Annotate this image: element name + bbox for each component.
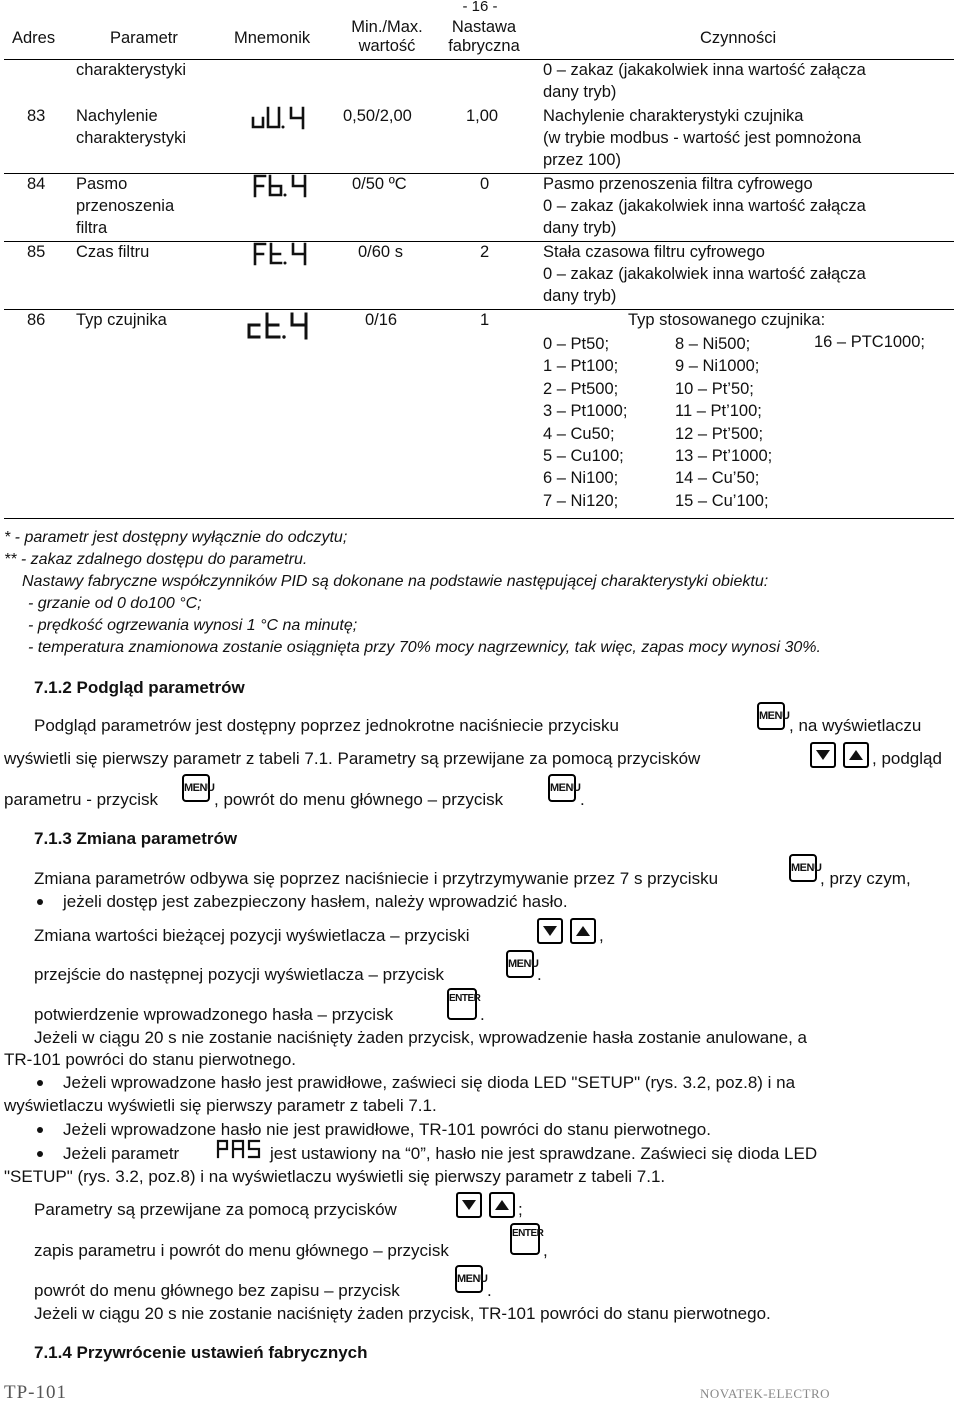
sensor-item: 1 – Pt100; xyxy=(543,357,619,376)
r85-minmax: 0/60 s xyxy=(358,243,403,261)
s713-line1a: Zmiana parametrów odbywa się poprzez naciśniecie i przytrzymywanie przez 7 s przycisku xyxy=(34,869,719,888)
menu-button[interactable]: MENU xyxy=(506,950,534,978)
sensor-item: 15 – Cu’100; xyxy=(675,491,769,510)
down-arrow-button[interactable] xyxy=(810,742,836,768)
footer-brand: NOVATEK-ELECTRO xyxy=(700,1386,831,1401)
divider xyxy=(4,309,954,310)
sensor-item: 0 – Pt50; xyxy=(543,335,610,353)
sensor-item: 8 – Ni500; xyxy=(675,335,751,353)
bullet xyxy=(37,899,43,905)
sensor-item: 11 – Pt’100; xyxy=(675,402,762,421)
note-pid-power: - temperatura znamionowa zostanie osiągnięta przy 70% mocy nagrzewnicy, tak więc, zapas mocy wynosi 30%. xyxy=(28,639,821,656)
r86-desc-title: Typ stosowanego czujnika: xyxy=(628,311,826,329)
sensor-item: 12 – Pt’500; xyxy=(675,424,764,443)
r83-desc-1: Nachylenie charakterystyki czujnika xyxy=(543,107,804,125)
s712-line1a: Podgląd parametrów jest dostępny poprzez jednokrotne naciśniecie przycisku xyxy=(34,716,619,735)
page-number: - 16 - xyxy=(462,0,498,15)
r85-mnemonic-display xyxy=(253,242,311,266)
sensor-list-col1 xyxy=(543,333,627,512)
up-arrow-button[interactable] xyxy=(489,1192,515,1218)
sensor-item: 13 – Pt’1000; xyxy=(675,447,773,466)
r86-param: Typ czujnika xyxy=(76,311,167,329)
s713-line5: Jeżeli w ciągu 20 s nie zostanie naciśnięty żaden przycisk, wprowadzenie hasła zostanie anulowane, a xyxy=(34,1028,807,1047)
divider xyxy=(4,241,954,242)
s713-bullet4b: jest ustawiony na “0”, hasło nie jest sprawdzane. Zaświeci się dioda LED xyxy=(270,1144,818,1163)
divider xyxy=(4,173,954,174)
header-parametr: Parametr xyxy=(110,29,178,47)
r83-minmax: 0,50/2,00 xyxy=(343,107,412,125)
sensor-item: 5 – Cu100; xyxy=(543,447,624,466)
r85-adres: 85 xyxy=(27,243,46,261)
sensor-item: 14 – Cu’50; xyxy=(675,469,760,488)
r86-adres: 86 xyxy=(27,311,46,329)
sensor-item: 7 – Ni120; xyxy=(543,491,619,510)
menu-button[interactable]: MENU xyxy=(548,774,576,802)
s712-line3b: , powrót do menu głównego – przycisk xyxy=(214,790,504,809)
cont-desc-1: 0 – zakaz (jakakolwiek inna wartość załącza xyxy=(543,61,866,79)
r85-desc-3: dany tryb) xyxy=(543,287,617,305)
sensor-item: 10 – Pt’50; xyxy=(675,379,754,398)
menu-button[interactable]: MENU xyxy=(789,854,817,882)
note-pid-rate: - prędkość ogrzewania wynosi 1 °C na minutę; xyxy=(28,617,358,634)
cont-desc-2: dany tryb) xyxy=(543,83,617,101)
arrow-up-icon xyxy=(848,749,864,761)
s713-bullet2a: Jeżeli wprowadzone hasło jest prawidłowe, zaświeci się dioda LED "SETUP" (rys. 3.2, poz.8) i na xyxy=(63,1073,796,1092)
s713-line8b: , xyxy=(543,1241,548,1260)
r84-desc-2: 0 – zakaz (jakakolwiek inna wartość załącza xyxy=(543,197,866,215)
r83-nastawa: 1,00 xyxy=(466,107,499,125)
s712-line3a: parametru - przycisk xyxy=(4,790,158,809)
r84-nastawa: 0 xyxy=(480,175,490,193)
sensor-item: 9 – Ni1000; xyxy=(675,357,760,376)
s712-line2a: wyświetli się pierwszy parametr z tabeli 7.1. Parametry są przewijane za pomocą przycisków xyxy=(4,749,701,768)
header-mnemonik: Mnemonik xyxy=(234,29,311,47)
r83-mnemonic-display xyxy=(251,106,309,130)
divider xyxy=(4,59,954,60)
s713-line8a: zapis parametru i powrót do menu głównego – przycisk xyxy=(34,1241,449,1260)
r84-desc-3: dany tryb) xyxy=(543,219,617,237)
s713-line4a: potwierdzenie wprowadzonego hasła – przycisk xyxy=(34,1005,394,1024)
s713-line10: Jeżeli w ciągu 20 s nie zostanie naciśnięty żaden przycisk, TR-101 powróci do stanu pierwotnego. xyxy=(34,1304,771,1323)
s712-line2b: , podgląd xyxy=(872,749,942,768)
arrow-down-icon xyxy=(461,1199,477,1211)
r83-desc-3: przez 100) xyxy=(543,151,621,169)
sensor-item: 6 – Ni100; xyxy=(543,469,619,488)
arrow-up-icon xyxy=(494,1199,510,1211)
note-pid: Nastawy fabryczne współczynników PID są dokonane na podstawie następującej charakterystyki obiektu: xyxy=(22,573,769,590)
r83-param-2: charakterystyki xyxy=(76,129,187,147)
r85-desc-1: Stała czasowa filtru cyfrowego xyxy=(543,243,765,261)
r85-param: Czas filtru xyxy=(76,243,150,261)
arrow-down-icon xyxy=(542,925,558,937)
s713-bullet4c: "SETUP" (rys. 3.2, poz.8) i na wyświetlaczu wyświetli się pierwszy parametr z tabeli 7.1. xyxy=(4,1167,666,1186)
s713-bullet3: Jeżeli wprowadzone hasło nie jest prawidłowe, TR-101 powróci do stanu pierwotnego. xyxy=(63,1120,711,1139)
sensor-item: 4 – Cu50; xyxy=(543,424,615,443)
heading-7-1-3: 7.1.3 Zmiana parametrów xyxy=(34,829,238,848)
s712-line3c: . xyxy=(580,790,585,809)
heading-7-1-2: 7.1.2 Podgląd parametrów xyxy=(34,678,245,697)
r86-nastawa: 1 xyxy=(480,311,490,329)
menu-button[interactable]: MENU xyxy=(182,774,210,802)
footer-model: TP-101 xyxy=(4,1382,67,1403)
r84-minmax: 0/50 ºC xyxy=(352,175,407,193)
pas-mnemonic-display xyxy=(216,1139,262,1159)
arrow-down-icon xyxy=(815,749,831,761)
header-minmax: Min./Max. wartość xyxy=(351,18,423,55)
s713-line9b: . xyxy=(487,1281,492,1300)
r84-param-1: Pasmo xyxy=(76,175,128,193)
r84-adres: 84 xyxy=(27,175,46,193)
bullet xyxy=(37,1127,43,1133)
r83-adres: 83 xyxy=(27,107,46,125)
bullet xyxy=(37,1080,43,1086)
s713-bullet1: jeżeli dostęp jest zabezpieczony hasłem, należy wprowadzić hasło. xyxy=(63,892,568,911)
down-arrow-button[interactable] xyxy=(456,1192,482,1218)
s713-line1b: , przy czym, xyxy=(820,869,911,888)
sensor-item: 3 – Pt1000; xyxy=(543,402,628,421)
s712-line1b: , na wyświetlaczu xyxy=(789,716,922,735)
sensor-item: 16 – PTC1000; xyxy=(814,333,925,351)
sensor-item: 2 – Pt500; xyxy=(543,379,619,398)
s713-line9a: powrót do menu głównego bez zapisu – przycisk xyxy=(34,1281,400,1300)
s713-line3a: przejście do następnej pozycji wyświetlacza – przycisk xyxy=(34,965,445,984)
divider xyxy=(4,518,954,519)
s713-line2a: Zmiana wartości bieżącej pozycji wyświetlacza – przyciski xyxy=(34,926,470,945)
header-adres: Adres xyxy=(12,29,56,47)
r84-mnemonic-display xyxy=(253,174,311,198)
down-arrow-button[interactable] xyxy=(537,918,563,944)
sensor-list-col2 xyxy=(675,333,772,512)
r84-desc-1: Pasmo przenoszenia filtra cyfrowego xyxy=(543,175,813,193)
s713-bullet2b: wyświetlaczu wyświetli się pierwszy parametr z tabeli 7.1. xyxy=(4,1096,437,1115)
r84-param-2: przenoszenia xyxy=(76,197,175,215)
note-pid-heating: - grzanie od 0 do100 °C; xyxy=(28,595,202,612)
up-arrow-button[interactable] xyxy=(843,742,869,768)
note-readonly: * - parametr jest dostępny wyłącznie do odczytu; xyxy=(4,529,348,546)
enter-button[interactable]: ENTER xyxy=(447,988,477,1020)
up-arrow-button[interactable] xyxy=(570,918,596,944)
heading-7-1-4: 7.1.4 Przywrócenie ustawień fabrycznych xyxy=(34,1343,368,1362)
s713-line2b: , xyxy=(599,926,604,945)
enter-button[interactable]: ENTER xyxy=(510,1223,540,1255)
arrow-up-icon xyxy=(575,925,591,937)
header-nastawa: Nastawa fabryczna xyxy=(448,18,520,55)
menu-button[interactable]: MENU xyxy=(455,1265,483,1293)
s713-line7a: Parametry są przewijane za pomocą przycisków xyxy=(34,1200,397,1219)
bullet xyxy=(37,1151,43,1157)
r83-desc-2: (w trybie modbus - wartość jest pomnożona xyxy=(543,129,862,147)
r86-mnemonic-display xyxy=(246,312,312,340)
s713-line4b: . xyxy=(480,1005,485,1024)
s713-line6: TR-101 powróci do stanu pierwotnego. xyxy=(4,1050,296,1069)
s713-line3b: . xyxy=(537,965,542,984)
r86-minmax: 0/16 xyxy=(365,311,398,329)
s713-bullet4a: Jeżeli parametr xyxy=(63,1144,180,1163)
menu-button[interactable]: MENU xyxy=(757,702,785,730)
r85-desc-2: 0 – zakaz (jakakolwiek inna wartość załącza xyxy=(543,265,866,283)
r85-nastawa: 2 xyxy=(480,243,490,261)
r84-param-3: filtra xyxy=(76,219,108,237)
note-remote: ** - zakaz zdalnego dostępu do parametru. xyxy=(4,551,308,568)
r83-param-1: Nachylenie xyxy=(76,107,158,125)
header-czynnosci: Czynności xyxy=(700,29,777,47)
cont-param: charakterystyki xyxy=(76,61,187,79)
s713-line7b: ; xyxy=(518,1200,523,1219)
